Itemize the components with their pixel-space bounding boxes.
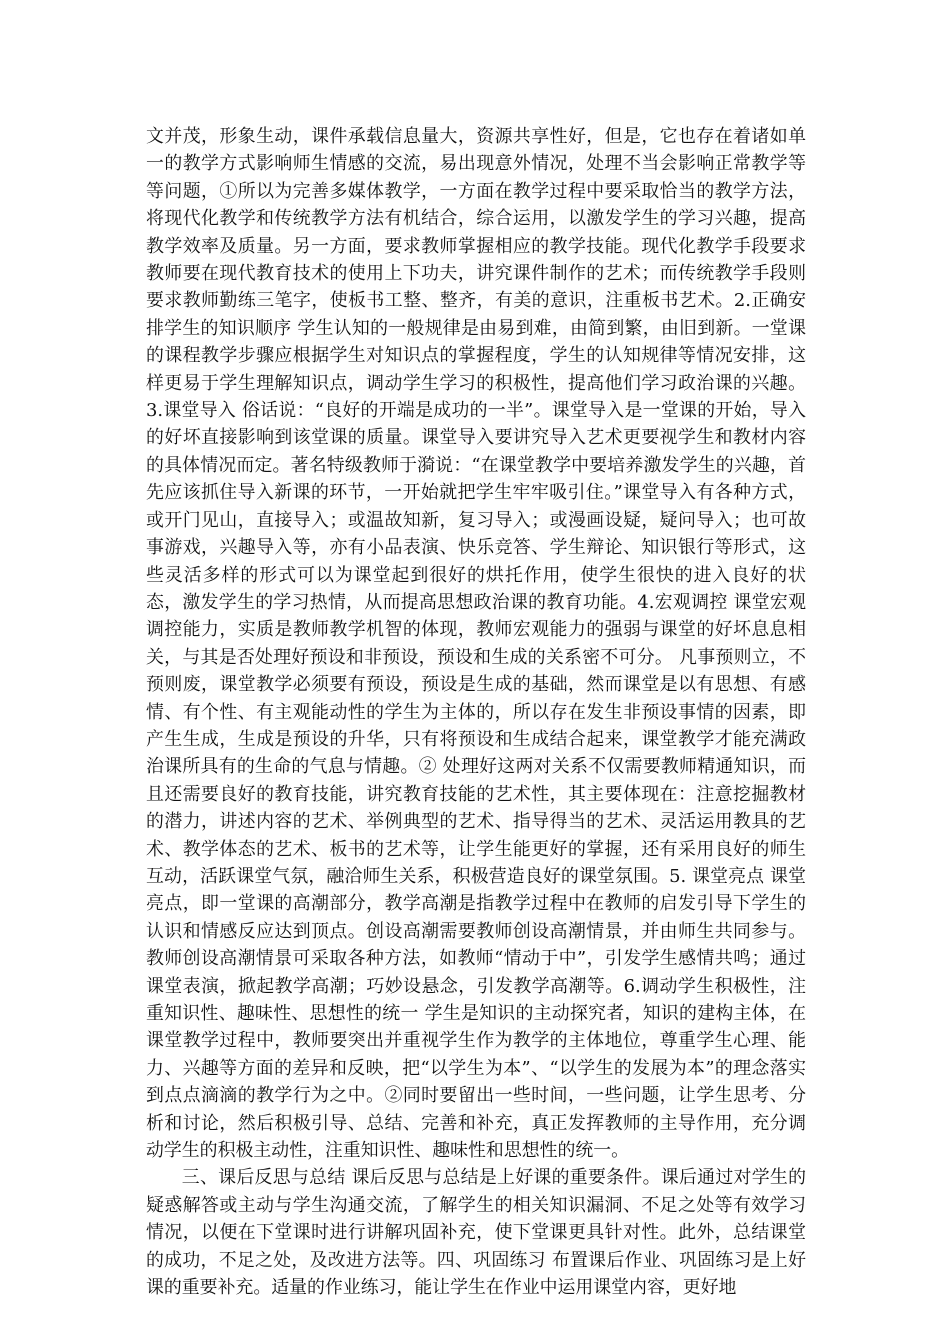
body-paragraph-1: 文并茂，形象生动，课件承载信息量大，资源共享性好，但是，它也存在着诸如单一的教学方式影响师生情感的交流，易出现意外情况，处理不当会影响正常教学等等问题，①所以为完善多媒体教学，一方面在教学过程中要采取恰当的教学方法，将现代化教学和传统教学方法有机结合，综合运用，以激发学生的学习兴趣，提高教学效率及质量。另一方面，要求教师掌握相应的教学技能。现代化教学手段要求教师要在现代教育技术的使用上下功夫，讲究课件制作的艺术；而传统教学手段则要求教师勤练三笔字，使板书工整、整齐，有美的意识，注重板书艺术。2.正确安排学生的知识顺序 学生认知的一般规律是由易到难，由简到繁，由旧到新。一堂课的课程教学步骤应根据学生对知识点的掌握程度，学生的认知规律等情况安排，这样更易于学生理解知识点，调动学生学习的积极性，提高他们学习政治课的兴趣。3.课堂导入 俗话说：“良好的开端是成功的一半”。课堂导入是一堂课的开始，导入的好坏直接影响到该堂课的质量。课堂导入要讲究导入艺术更要视学生和教材内容的具体情况而定。著名特级教师于漪说：“在课堂教学中要培养激发学生的兴趣，首先应该抓住导入新课的环节，一开始就把学生牢牢吸引住。”课堂导入有各种方式，或开门见山，直接导入；或温故知新，复习导入；或漫画设疑，疑问导入；也可故事游戏，兴趣导入等，亦有小品表演、快乐竞答、学生辩论、知识银行等形式，这些灵活多样的形式可以为课堂起到很好的烘托作用，使学生很快的进入良好的状态，激发学生的学习热情，从而提高思想政治课的教育功能。4.宏观调控 课堂宏观调控能力，实质是教师教学机智的体现，教师宏观能力的强弱与课堂的好坏息息相关，与其是否处理好预设和非预设，预设和生成的关系密不可分。 凡事预则立，不预则废，课堂教学必须要有预设，预设是生成的基础，然而课堂是以有思想、有感情、有个性、有主观能动性的学生为主体的，所以存在发生非预设事情的因素，即产生生成，生成是预设的升华，只有将预设和生成结合起来，课堂教学才能充满政治课所具有的生命的气息与情趣。② 处理好这两对关系不仅需要教师精通知识，而且还需要良好的教育技能，讲究教育技能的艺术性，其主要体现在：注意挖掘教材的潜力，讲述内容的艺术、举例典型的艺术、指导得当的艺术、灵活运用教具的艺术、教学体态的艺术、板书的艺术等，让学生能更好的掌握，还有采用良好的师生互动，活跃课堂气氛，融洽师生关系，积极营造良好的课堂氛围。5. 课堂亮点 课堂亮点，即一堂课的高潮部分，教学高潮是指教学过程中在教师的启发引导下学生的认识和情感反应达到顶点。创设高潮需要教师创设高潮情景，并由师生共同参与。教师创设高潮情景可采取各种方法，如教师“情动于中”，引发学生感情共鸣；通过课堂表演，掀起教学高潮；巧妙设悬念，引发教学高潮等。6.调动学生积极性，注重知识性、趣味性、思想性的统一 学生是知识的主动探究者，知识的建构主体，在课堂教学过程中，教师要突出并重视学生作为教学的主体地位，尊重学生心理、能力、兴趣等方面的差异和反映，把“以学生为本”、“以学生的发展为本”的理念落实到点点滴滴的教学行为之中。②同时要留出一些时间，一些问题，让学生思考、分析和讨论，然后积极引导、总结、完善和补充，真正发挥教师的主导作用，充分调动学生的积极主动性，注重知识性、趣味性和思想性的统一。 [146,126,806,1162]
body-paragraph-2: 三、课后反思与总结 课后反思与总结是上好课的重要条件。课后通过对学生的疑惑解答或主动与学生沟通交流，了解学生的相关知识漏洞、不足之处等有效学习情况，以便在下堂课时进行讲解巩固补充，使下堂课更具针对性。此外，总结课堂的成功，不足之处，及改进方法等。四、巩固练习 布置课后作业、巩固练习是上好课的重要补充。适量的作业练习，能让学生在作业中运用课堂内容，更好地 [146,1167,806,1299]
document-body [146,123,806,1301]
